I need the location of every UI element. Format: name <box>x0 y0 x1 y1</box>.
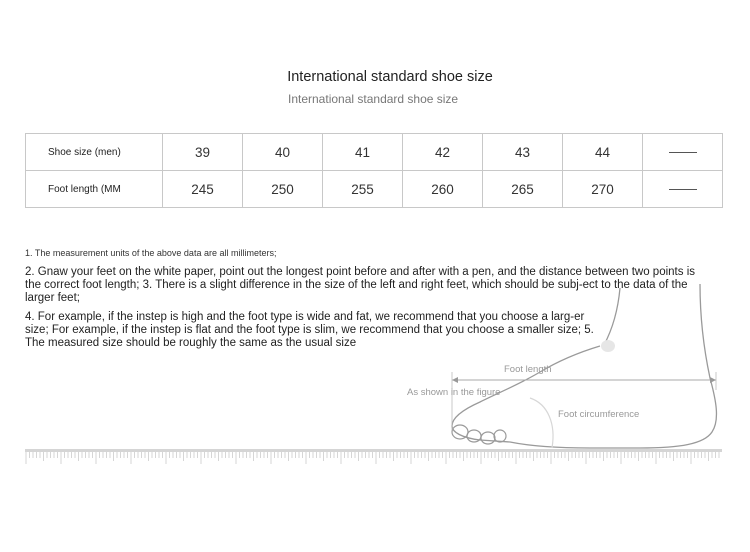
toe-icon <box>452 425 468 439</box>
table-cell: 260 <box>403 171 483 208</box>
page-title: International standard shoe size <box>287 69 493 85</box>
table-cell: 270 <box>563 171 643 208</box>
table-cell: 245 <box>163 171 243 208</box>
note-1: 1. The measurement units of the above data are all millimeters; <box>25 248 277 258</box>
table-cell: 41 <box>323 134 403 171</box>
table-cell: 44 <box>563 134 643 171</box>
row-label-shoe-size: Shoe size (men) <box>26 134 163 171</box>
note-2: 2. Gnaw your feet on the white paper, point out the longest point before and after with a pen, and the distance between two points is the correct foot length; 3. There is a slight difference in the size of the left and right feet, which should be subj-ect to the data of the larger feet; <box>25 266 695 304</box>
toe-icon <box>467 430 481 442</box>
page-subtitle: International standard shoe size <box>288 92 459 106</box>
note-3: 4. For example, if the instep is high and the foot type is wide and fat, we recommend that you choose a larg-er size; For example, if the instep is flat and the foot type is slim, we recommend that you choose a smaller size; 5. The measured size should be roughly the same as the usual size <box>25 311 594 349</box>
table-cell-dash <box>643 134 723 171</box>
row-label-foot-length: Foot length (MM <box>26 171 163 208</box>
toe-icon <box>481 432 495 444</box>
foot-circumference-label: Foot circumference <box>558 409 640 420</box>
dash-icon <box>669 189 697 190</box>
table-row-foot-length <box>26 171 723 208</box>
table-row-shoe-size <box>26 134 723 171</box>
ruler <box>25 449 722 464</box>
table-cell: 250 <box>243 171 323 208</box>
table-cell-dash <box>643 171 723 208</box>
table-cell: 39 <box>163 134 243 171</box>
foot-circumference-curve <box>530 398 553 448</box>
toe-icon <box>494 430 506 442</box>
table-cell: 255 <box>323 171 403 208</box>
dash-icon <box>669 152 697 153</box>
foot-length-label: Foot length <box>504 364 552 375</box>
size-table <box>25 133 723 208</box>
table-cell: 43 <box>483 134 563 171</box>
as-shown-label: As shown in the figure <box>407 387 501 398</box>
table-cell: 40 <box>243 134 323 171</box>
foot-outline-icon <box>452 284 716 448</box>
table-cell: 265 <box>483 171 563 208</box>
table-cell: 42 <box>403 134 483 171</box>
